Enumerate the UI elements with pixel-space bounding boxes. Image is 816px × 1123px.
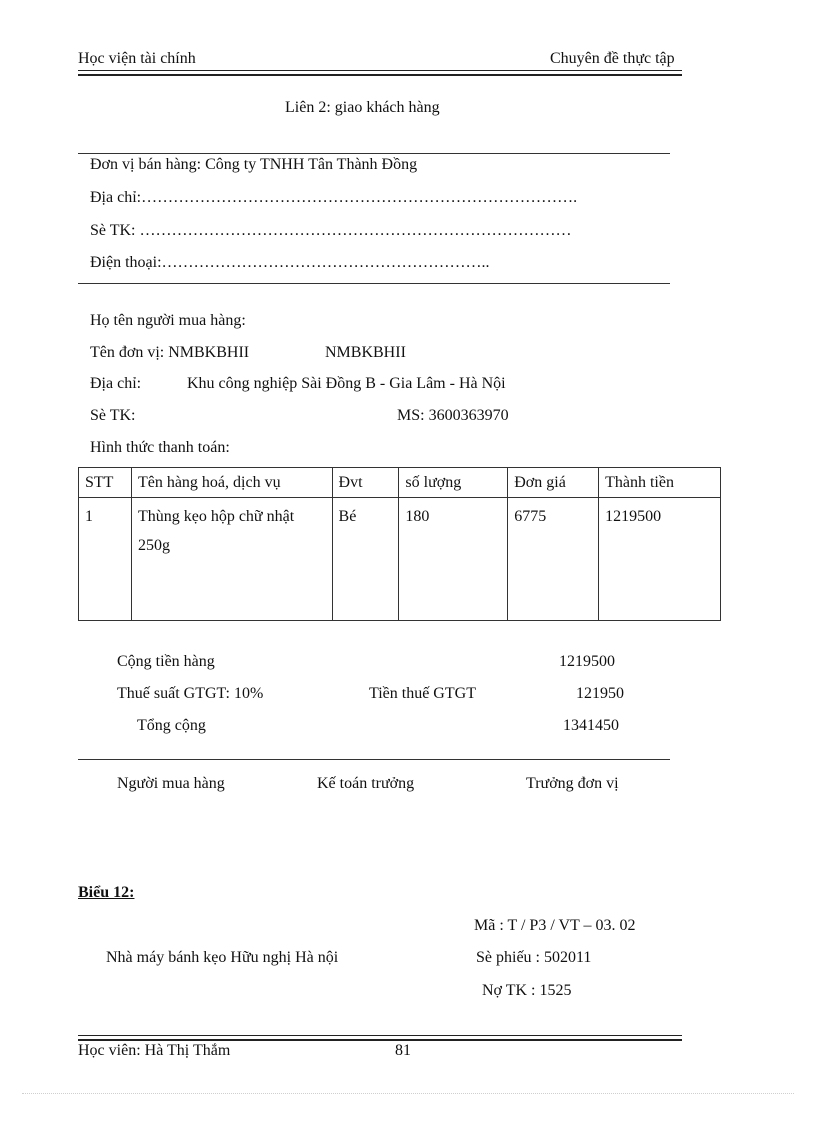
header-rule xyxy=(78,70,682,76)
grand-total-label: Tổng cộng xyxy=(137,717,206,734)
slip-code: Mã : T / P3 / VT – 03. 02 xyxy=(474,917,636,934)
col-header-unit: Đvt xyxy=(332,468,399,498)
goods-total-label: Cộng tiền hàng xyxy=(117,653,215,670)
seller-account: Sè TK: ……………………………………………………………………… xyxy=(90,222,572,239)
buyer-account-label: Sè TK: xyxy=(90,407,136,424)
cell-name: Thùng kẹo hộp chữ nhật 250g xyxy=(131,498,332,621)
page-number: 81 xyxy=(395,1042,411,1059)
col-header-amount: Thành tiền xyxy=(599,468,721,498)
cell-stt: 1 xyxy=(79,498,132,621)
page-bottom-dots xyxy=(22,1093,794,1094)
cell-amount: 1219500 xyxy=(599,498,721,621)
col-header-qty: số lượng xyxy=(399,468,508,498)
seller-top-rule xyxy=(78,153,670,154)
signature-head: Trưởng đơn vị xyxy=(526,775,619,792)
col-header-price: Đơn giá xyxy=(508,468,599,498)
buyer-address-value: Khu công nghiệp Sài Đồng B - Gia Lâm - Hà Nội xyxy=(187,375,506,392)
table-header-row xyxy=(79,468,721,498)
buyer-unit-value: NMBKBHII xyxy=(325,344,406,361)
col-header-name: Tên hàng hoá, dịch vụ xyxy=(131,468,332,498)
header-left: Học viện tài chính xyxy=(78,50,196,67)
cell-price: 6775 xyxy=(508,498,599,621)
copy-title: Liên 2: giao khách hàng xyxy=(285,99,440,116)
vat-amount-label: Tiền thuế GTGT xyxy=(369,685,476,702)
cell-qty: 180 xyxy=(399,498,508,621)
cell-unit: Bé xyxy=(332,498,399,621)
footer-rule xyxy=(78,1035,682,1041)
signature-accountant: Kế toán trưởng xyxy=(317,775,415,792)
bieu-title: Biểu 12: xyxy=(78,884,135,901)
vat-amount-value: 121950 xyxy=(576,685,624,702)
header-right: Chuyên đề thực tập xyxy=(550,50,675,67)
grand-total-value: 1341450 xyxy=(563,717,619,734)
table-row xyxy=(79,498,721,621)
buyer-name-label: Họ tên người mua hàng: xyxy=(90,312,246,329)
seller-address: Địa chỉ:………………………………………………………………………. xyxy=(90,189,578,206)
payment-method-label: Hình thức thanh toán: xyxy=(90,439,230,456)
buyer-address-label: Địa chỉ: xyxy=(90,375,142,392)
seller-unit: Đơn vị bán hàng: Công ty TNHH Tân Thành Đồng xyxy=(90,156,418,173)
seller-phone: Điện thoại:…………………………………………………….. xyxy=(90,254,490,271)
seller-bottom-rule xyxy=(78,283,670,284)
debit-account: Nợ TK : 1525 xyxy=(482,982,572,999)
buyer-tax-code: MS: 3600363970 xyxy=(397,407,509,424)
goods-total-value: 1219500 xyxy=(559,653,615,670)
totals-bottom-rule xyxy=(78,759,670,760)
factory-name: Nhà máy bánh kẹo Hữu nghị Hà nội xyxy=(106,949,339,966)
vat-rate: Thuế suất GTGT: 10% xyxy=(117,685,264,702)
goods-table xyxy=(78,467,721,621)
signature-buyer: Người mua hàng xyxy=(117,775,225,792)
footer-student: Học viên: Hà Thị Thắm xyxy=(78,1042,231,1059)
slip-number: Sè phiếu : 502011 xyxy=(476,949,592,966)
buyer-unit-label: Tên đơn vị: NMBKBHII xyxy=(90,344,250,361)
col-header-stt: STT xyxy=(79,468,132,498)
